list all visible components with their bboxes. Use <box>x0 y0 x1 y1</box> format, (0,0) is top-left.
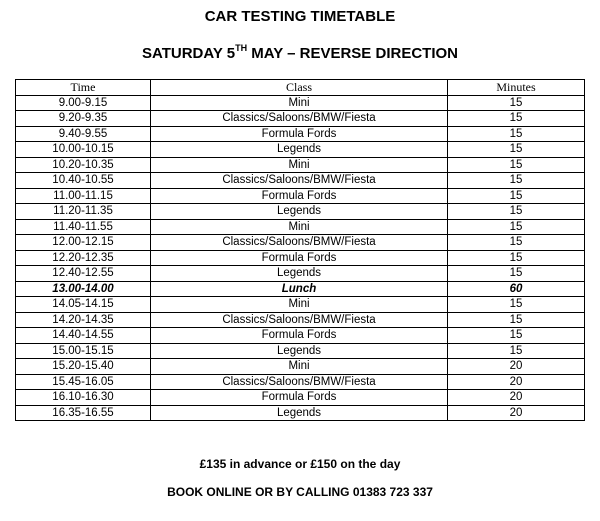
cell-class: Mini <box>151 297 448 313</box>
cell-time: 14.40-14.55 <box>16 328 151 344</box>
cell-class: Mini <box>151 157 448 173</box>
cell-class: Classics/Saloons/BMW/Fiesta <box>151 374 448 390</box>
table-row <box>16 266 585 282</box>
cell-minutes: 20 <box>448 359 585 375</box>
cell-class: Classics/Saloons/BMW/Fiesta <box>151 111 448 127</box>
cell-minutes: 15 <box>448 297 585 313</box>
cell-time: 14.05-14.15 <box>16 297 151 313</box>
cell-minutes: 15 <box>448 250 585 266</box>
cell-time: 12.20-12.35 <box>16 250 151 266</box>
booking-note: BOOK ONLINE OR BY CALLING 01383 723 337 <box>167 485 433 499</box>
cell-time: 14.20-14.35 <box>16 312 151 328</box>
column-header-time: Time <box>16 80 151 96</box>
page-subtitle <box>0 45 600 63</box>
table-row <box>16 111 585 127</box>
cell-class: Mini <box>151 359 448 375</box>
cell-time: 10.40-10.55 <box>16 173 151 189</box>
cell-class: Mini <box>151 95 448 111</box>
page-title: CAR TESTING TIMETABLE <box>204 8 396 25</box>
table-row <box>16 142 585 158</box>
cell-minutes: 15 <box>448 142 585 158</box>
cell-class: Classics/Saloons/BMW/Fiesta <box>151 235 448 251</box>
cell-minutes: 20 <box>448 390 585 406</box>
cell-time: 10.00-10.15 <box>16 142 151 158</box>
cell-minutes: 15 <box>448 343 585 359</box>
cell-class: Legends <box>151 405 448 421</box>
cell-time: 13.00-14.00 <box>16 281 151 297</box>
table-row <box>16 219 585 235</box>
cell-time: 11.20-11.35 <box>16 204 151 220</box>
table-row <box>16 95 585 111</box>
table-row <box>16 173 585 189</box>
table-row <box>16 235 585 251</box>
cell-time: 11.40-11.55 <box>16 219 151 235</box>
cell-class: Legends <box>151 204 448 220</box>
cell-class: Classics/Saloons/BMW/Fiesta <box>151 173 448 189</box>
cell-class: Formula Fords <box>151 250 448 266</box>
cell-class: Lunch <box>151 281 448 297</box>
table-row <box>16 405 585 421</box>
cell-minutes: 15 <box>448 173 585 189</box>
cell-time: 12.00-12.15 <box>16 235 151 251</box>
cell-class: Formula Fords <box>151 126 448 142</box>
table-row <box>16 297 585 313</box>
table-row <box>16 204 585 220</box>
column-header-minutes: Minutes <box>448 80 585 96</box>
table-row <box>16 250 585 266</box>
cell-minutes: 15 <box>448 111 585 127</box>
cell-class: Formula Fords <box>151 328 448 344</box>
cell-class: Legends <box>151 142 448 158</box>
cell-minutes: 15 <box>448 204 585 220</box>
cell-minutes: 15 <box>448 266 585 282</box>
cell-time: 16.35-16.55 <box>16 405 151 421</box>
price-note: £135 in advance or £150 on the day <box>199 457 401 471</box>
cell-time: 9.40-9.55 <box>16 126 151 142</box>
table-row <box>16 359 585 375</box>
cell-class: Legends <box>151 343 448 359</box>
cell-time: 15.20-15.40 <box>16 359 151 375</box>
cell-minutes: 15 <box>448 95 585 111</box>
table-row <box>16 188 585 204</box>
cell-minutes: 15 <box>448 235 585 251</box>
cell-time: 16.10-16.30 <box>16 390 151 406</box>
cell-time: 12.40-12.55 <box>16 266 151 282</box>
table-row <box>16 157 585 173</box>
cell-class: Formula Fords <box>151 390 448 406</box>
table-row <box>16 126 585 142</box>
subtitle-rest: MAY – REVERSE DIRECTION <box>247 45 458 62</box>
table-row <box>16 312 585 328</box>
subtitle-ordinal-suffix: TH <box>235 43 248 53</box>
table-row <box>16 328 585 344</box>
cell-class: Classics/Saloons/BMW/Fiesta <box>151 312 448 328</box>
table-row <box>16 390 585 406</box>
cell-time: 9.00-9.15 <box>16 95 151 111</box>
cell-time: 15.00-15.15 <box>16 343 151 359</box>
table-row <box>16 374 585 390</box>
cell-minutes: 15 <box>448 328 585 344</box>
table-row <box>16 343 585 359</box>
cell-time: 9.20-9.35 <box>16 111 151 127</box>
cell-time: 11.00-11.15 <box>16 188 151 204</box>
cell-class: Mini <box>151 219 448 235</box>
cell-class: Legends <box>151 266 448 282</box>
subtitle-day: SATURDAY 5 <box>142 45 236 62</box>
cell-minutes: 20 <box>448 405 585 421</box>
cell-class: Formula Fords <box>151 188 448 204</box>
table-header-row <box>16 80 585 96</box>
cell-minutes: 15 <box>448 157 585 173</box>
timetable-body <box>16 95 585 421</box>
cell-minutes: 15 <box>448 126 585 142</box>
cell-minutes: 15 <box>448 312 585 328</box>
cell-minutes: 15 <box>448 219 585 235</box>
table-row-lunch <box>16 281 585 297</box>
cell-minutes: 20 <box>448 374 585 390</box>
column-header-class: Class <box>151 80 448 96</box>
cell-time: 15.45-16.05 <box>16 374 151 390</box>
cell-minutes: 60 <box>448 281 585 297</box>
cell-time: 10.20-10.35 <box>16 157 151 173</box>
cell-minutes: 15 <box>448 188 585 204</box>
timetable <box>15 79 585 421</box>
